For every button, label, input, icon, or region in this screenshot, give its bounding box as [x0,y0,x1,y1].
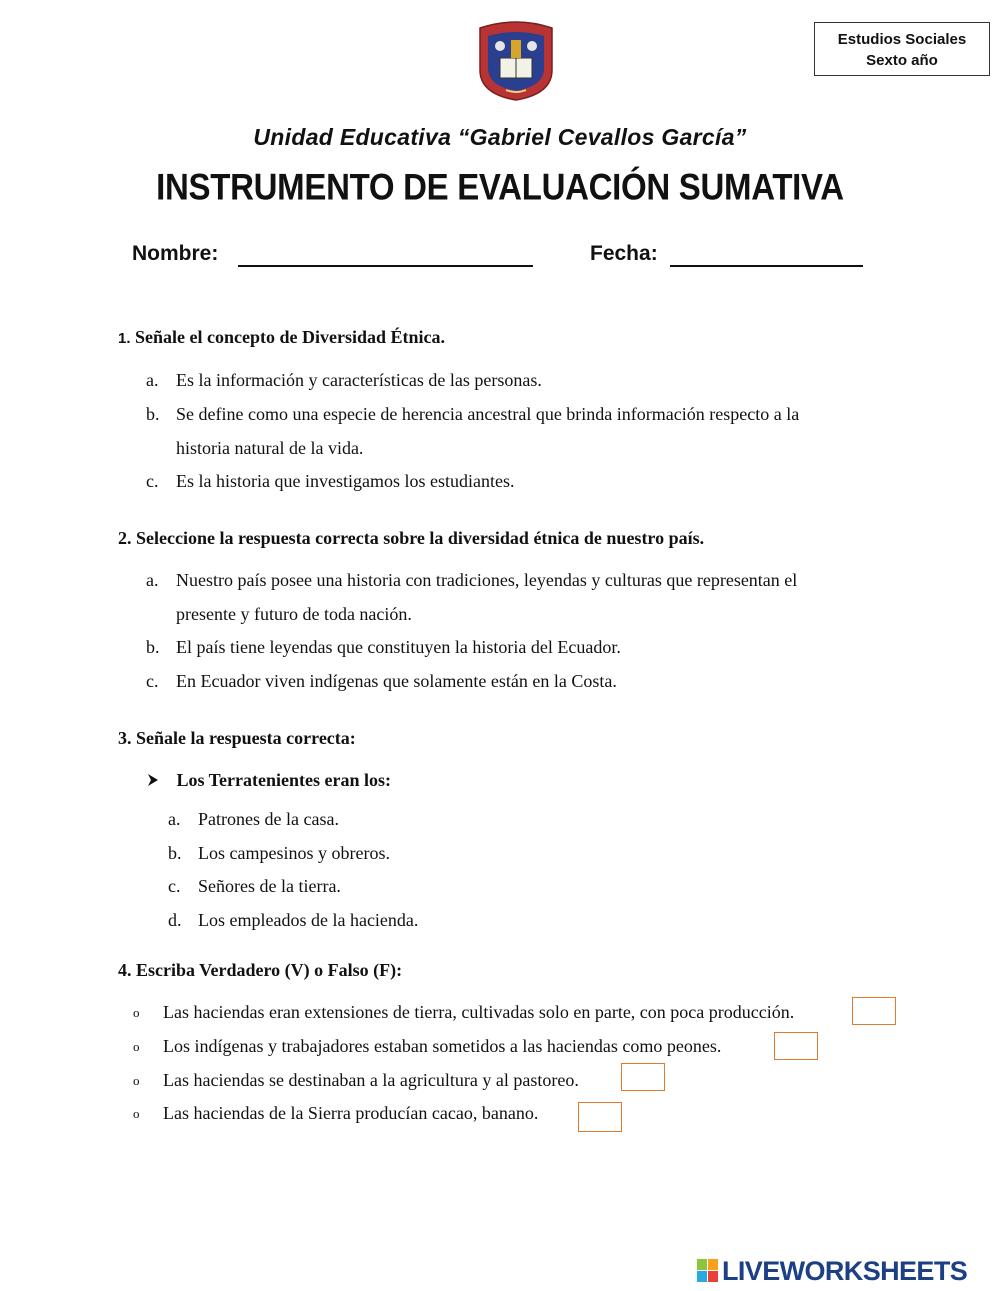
liveworksheets-logo-icon [697,1259,719,1283]
question-number: 1. [118,330,131,347]
school-name: Unidad Educativa “Gabriel Cevallos García” [253,124,747,150]
subject-box [814,22,990,76]
subject-label: Estudios Sociales [837,31,967,48]
option-letter: b. [146,404,160,424]
statement-text: Los indígenas y trabajadores estaban sometidos a las haciendas como peones. [163,1036,722,1056]
option-2c[interactable] [146,671,886,692]
option-letter: c. [146,671,159,691]
question-text: Seleccione la respuesta correcta sobre la diversidad étnica de nuestro país. [136,528,705,548]
option-2b[interactable] [146,637,886,658]
statement-text: Las haciendas se destinaban a la agricultura y al pastoreo. [163,1070,579,1090]
option-letter: a. [168,809,181,829]
question-2 [118,528,704,549]
question-4 [118,960,402,981]
question-number: 2. [118,528,132,548]
option-2a[interactable] [146,570,886,591]
option-text: Se define como una especie de herencia ancestral que brinda información respecto a la [176,404,800,424]
option-1b[interactable] [146,404,886,425]
option-text: Señores de la tierra. [198,876,341,896]
option-text: Los empleados de la hacienda. [198,910,419,930]
option-1a[interactable] [146,370,886,391]
name-field[interactable] [238,265,533,267]
bullet-marker: o [133,1005,140,1020]
option-letter: b. [168,843,182,863]
option-text: Es la historia que investigamos los estudiantes. [176,471,515,491]
question-number: 4. [118,960,132,980]
option-text: Nuestro país posee una historia con tradiciones, leyendas y culturas que representan el [176,570,798,590]
school-crest-icon [470,20,562,102]
option-3d[interactable] [168,910,668,931]
option-text: Los campesinos y obreros. [198,843,390,863]
option-letter: a. [146,370,159,390]
question-text: Escriba Verdadero (V) o Falso (F): [136,960,403,980]
statement-text: Las haciendas eran extensiones de tierra, cultivadas solo en parte, con poca producción. [163,1002,795,1022]
answer-box[interactable] [774,1032,818,1060]
date-field[interactable] [670,265,863,267]
liveworksheets-wordmark: LIVEWORKSHEETS [722,1255,968,1286]
option-1c[interactable] [146,471,886,492]
option-2a-continued: presente y futuro de toda nación. [176,604,412,624]
date-label: Fecha: [590,242,658,265]
question-text: Señale el concepto de Diversidad Étnica. [135,327,445,347]
answer-box[interactable] [578,1102,622,1132]
option-letter: c. [168,876,181,896]
sub-question-text: Los Terratenientes eran los: [176,770,391,790]
statement-text: Las haciendas de la Sierra producían cacao, banano. [163,1103,539,1123]
arrow-bullet-icon [146,770,172,791]
option-letter: d. [168,910,182,930]
option-3b[interactable] [168,843,668,864]
option-text: Es la información y características de las personas. [176,370,542,390]
document-title: INSTRUMENTO DE EVALUACIÓN SUMATIVA [156,165,844,208]
bullet-marker: o [133,1039,140,1054]
option-3c[interactable] [168,876,668,897]
answer-box[interactable] [621,1063,665,1091]
question-text: Señale la respuesta correcta: [136,728,356,748]
option-3a[interactable] [168,809,668,830]
option-text: En Ecuador viven indígenas que solamente están en la Costa. [176,671,617,691]
option-letter: b. [146,637,160,657]
answer-box[interactable] [852,997,896,1025]
option-letter: a. [146,570,159,590]
name-label: Nombre: [132,242,219,265]
question-number: 3. [118,728,132,748]
grade-label: Sexto año [866,52,938,69]
bullet-marker: o [133,1073,140,1088]
question-1 [118,327,445,348]
option-1b-continued: historia natural de la vida. [176,438,364,458]
option-text: Patrones de la casa. [198,809,339,829]
option-text: El país tiene leyendas que constituyen la historia del Ecuador. [176,637,621,657]
bullet-marker: o [133,1106,140,1121]
question-3 [118,728,356,749]
liveworksheets-brand[interactable] [697,1256,967,1286]
option-letter: c. [146,471,159,491]
sub-question-3 [146,770,391,791]
